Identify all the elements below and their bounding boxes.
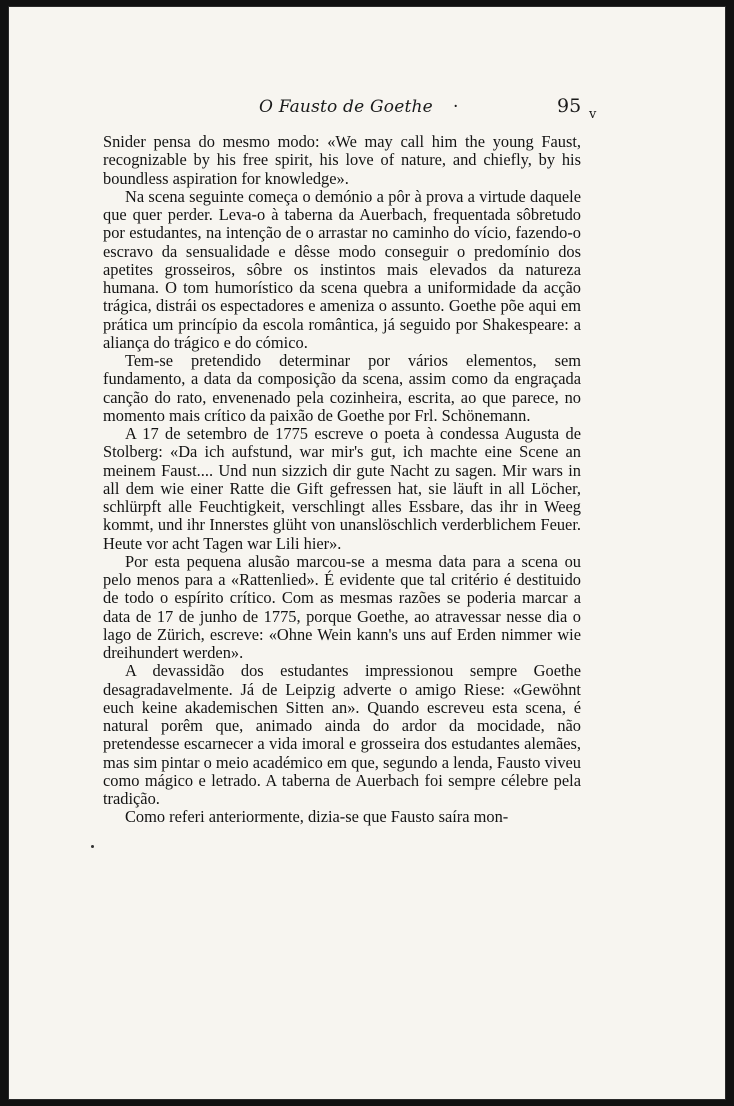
paragraph: A 17 de setembro de 1775 escreve o poeta à condessa Augusta de Stolberg: «Da ich aufstund, war mir's gut, ich machte eine Scene an meinem Faust.... Und nun sizzich dir gute Nacht zu sagen. Mir wars in all dem wie einer Ratte die Gift gefressen hat, sie läuft in all Löcher, schlürpft alle Feuchtigkeit, verschlingt alles Essbare, das ihr in Weeg kommt, und ihr Innerstes glüht von unanslöschlich verderblichem Feuer. Heute vor acht Tagen war Lili hier».: [103, 424, 581, 553]
paragraph: Como referi anteriormente, dizia-se que Fausto saíra mon-: [125, 807, 509, 827]
page-header: [9, 97, 727, 121]
book-page: [8, 6, 726, 1100]
paragraph: Por esta pequena alusão marcou-se a mesma data para a scena ou pelo menos para a «Rattenlied». É evidente que tal critério é destituido de todo o espírito crítico. Com as mesmas razões se poderia marcar a data de 17 de junho de 1775, porque Goethe, ao atravessar nesse dia o lago de Zürich, escreve: «Ohne Wein kann's uns auf Erden nimmer wie dreihundert werden».: [103, 551, 581, 662]
margin-speck: [91, 845, 94, 848]
header-separator: ·: [453, 97, 459, 117]
paragraph: Na scena seguinte começa o demónio a pôr à prova a virtude daquele que quer perder. Leva-o à taberna da Auerbach, frequentada sôbretudo por estudantes, na intenção de o arrastar no caminho do vício, fazendo-o escravo da sensualidade e dêsse modo conseguir o predomínio dos apetites grosseiros, sôbre os instintos mais elevados da natureza humana. O tom humorístico da scena quebra a uniformidade da acção trágica, distrái os espectadores e ameniza o assunto. Goethe põe aqui em prática um princípio da escola romântica, já seguido por Shakespeare: a aliança do trágico e do cómico.: [103, 186, 581, 352]
page-number: 95: [557, 95, 582, 117]
paragraph: Tem-se pretendido determinar por vários elementos, sem fundamento, a data da composição da scena, assim como da engraçada canção do rato, envenenado pela cozinheira, escrita, ao que parece, no momento mais crítico da paixão de Goethe por Frl. Schönemann.: [103, 351, 581, 425]
body-text: [103, 133, 581, 827]
running-title: O Fausto de Goethe: [259, 97, 433, 117]
printer-mark: v: [589, 107, 597, 122]
paragraph: A devassidão dos estudantes impressionou sempre Goethe desagradavelmente. Já de Leipzig adverte o amigo Riese: «Gewöhnt euch keine akademischen Sitten an». Quando escreveu esta scena, é natural porêm que, animado ainda do ardor da mocidade, não pretendesse escarnecer a vida imoral e grosseira dos estudantes alemães, mas sim pintar o meio académico em que, segundo a lenda, Fausto viveu como mágico e letrado. A taberna de Auerbach foi sempre célebre pela tradição.: [103, 661, 581, 808]
paragraph: Snider pensa do mesmo modo: «We may call him the young Faust, recognizable by his free spirit, his love of nature, and chiefly, by his boundless aspiration for knowledge».: [103, 132, 581, 188]
